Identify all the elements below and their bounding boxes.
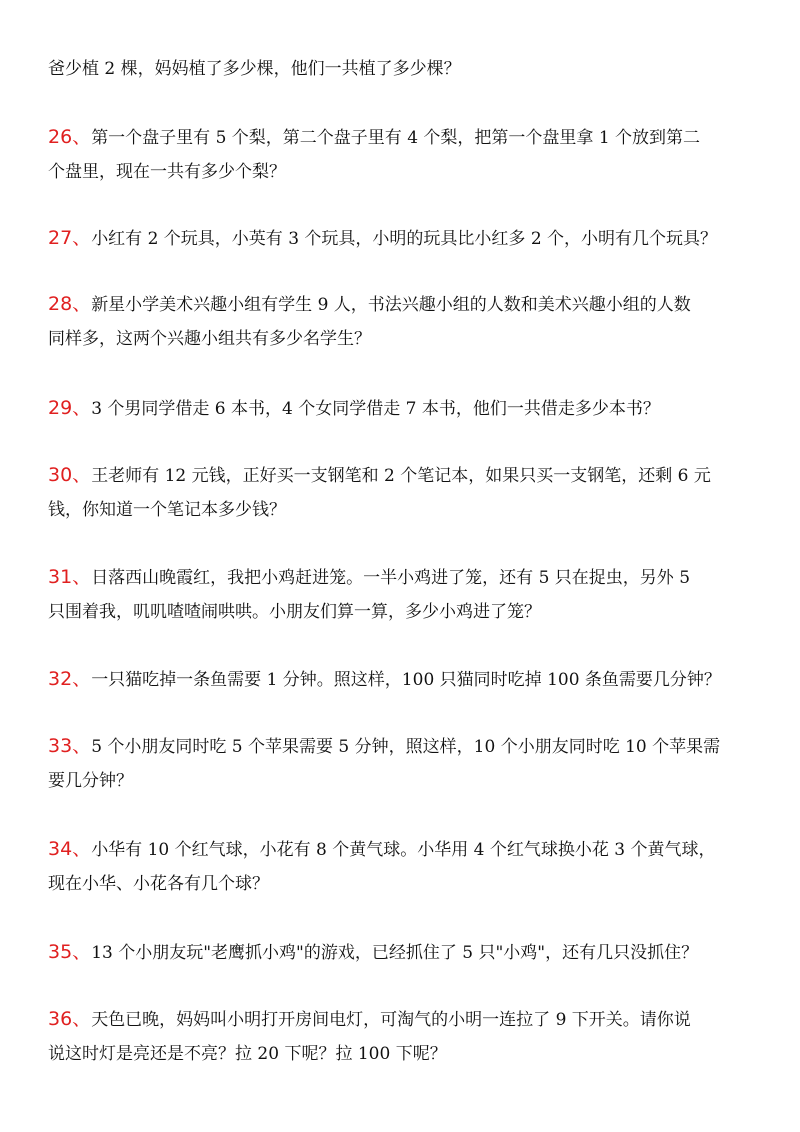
problem-text-line: 日落西山晚霞红，我把小鸡赶进笼。一半小鸡进了笼，还有 5 只在捉虫，另外 5: [91, 568, 691, 588]
problem-number: 26、: [48, 126, 92, 148]
problem-number: 28、: [48, 293, 92, 315]
problem-number: 35、: [48, 941, 92, 963]
problem-29: [48, 391, 760, 426]
problem-35: [48, 935, 760, 970]
problem-26: [48, 120, 760, 189]
problem-text-line: 爸少植 2 棵，妈妈植了多少棵，他们一共植了多少棵？: [48, 59, 461, 79]
problem-number: 30、: [48, 464, 92, 486]
problem-text-line: 只围着我，叽叽喳喳闹哄哄。小朋友们算一算，多少小鸡进了笼？: [48, 602, 541, 622]
problem-number: 27、: [48, 227, 92, 249]
problem-text-line: 钱，你知道一个笔记本多少钱？: [48, 500, 286, 520]
problem-text-line: 现在小华、小花各有几个球？: [48, 874, 269, 894]
problem-number: 33、: [48, 735, 92, 757]
problem-27: [48, 221, 760, 256]
problem-number: 32、: [48, 668, 92, 690]
problem-text-line: 5 个小朋友同时吃 5 个苹果需要 5 分钟，照这样，10 个小朋友同时吃 10 个苹果需: [91, 737, 721, 757]
problem-text-line: 同样多，这两个兴趣小组共有多少名学生？: [48, 329, 371, 349]
problem-25-continuation: [48, 52, 760, 86]
problem-31: [48, 560, 760, 629]
problem-text-line: 小华有 10 个红气球，小花有 8 个黄气球。小华用 4 个红气球换小花 3 个黄气球，: [91, 840, 716, 860]
problem-text-line: 要几分钟？: [48, 771, 133, 791]
problem-number: 36、: [48, 1008, 92, 1030]
problem-text-line: 个盘里，现在一共有多少个梨？: [48, 162, 286, 182]
problem-text-line: 王老师有 12 元钱，正好买一支钢笔和 2 个笔记本，如果只买一支钢笔，还剩 6 元: [91, 466, 711, 486]
problem-text-line: 13 个小朋友玩"老鹰抓小鸡"的游戏，已经抓住了 5 只"小鸡"，还有几只没抓住？: [91, 943, 699, 963]
problem-text-line: 说这时灯是亮还是不亮？拉 20 下呢？拉 100 下呢？: [48, 1044, 447, 1064]
problem-number: 31、: [48, 566, 92, 588]
problem-text-line: 第一个盘子里有 5 个梨，第二个盘子里有 4 个梨，把第一个盘里拿 1 个放到第二: [91, 128, 701, 148]
problem-text-line: 3 个男同学借走 6 本书，4 个女同学借走 7 本书，他们一共借走多少本书？: [91, 399, 660, 419]
problem-36: [48, 1002, 760, 1071]
problem-30: [48, 458, 760, 527]
problem-number: 29、: [48, 397, 92, 419]
problem-text-line: 一只猫吃掉一条鱼需要 1 分钟。照这样，100 只猫同时吃掉 100 条鱼需要几分钟？: [91, 670, 721, 690]
problem-32: [48, 662, 760, 697]
problem-text-line: 小红有 2 个玩具，小英有 3 个玩具，小明的玩具比小红多 2 个，小明有几个玩具？: [91, 229, 718, 249]
problem-34: [48, 832, 760, 901]
problem-33: [48, 729, 760, 798]
problem-28: [48, 287, 760, 356]
problem-number: 34、: [48, 838, 92, 860]
problem-text-line: 新星小学美术兴趣小组有学生 9 人，书法兴趣小组的人数和美术兴趣小组的人数: [91, 295, 691, 315]
problem-text-line: 天色已晚，妈妈叫小明打开房间电灯，可淘气的小明一连拉了 9 下开关。请你说: [91, 1010, 691, 1030]
